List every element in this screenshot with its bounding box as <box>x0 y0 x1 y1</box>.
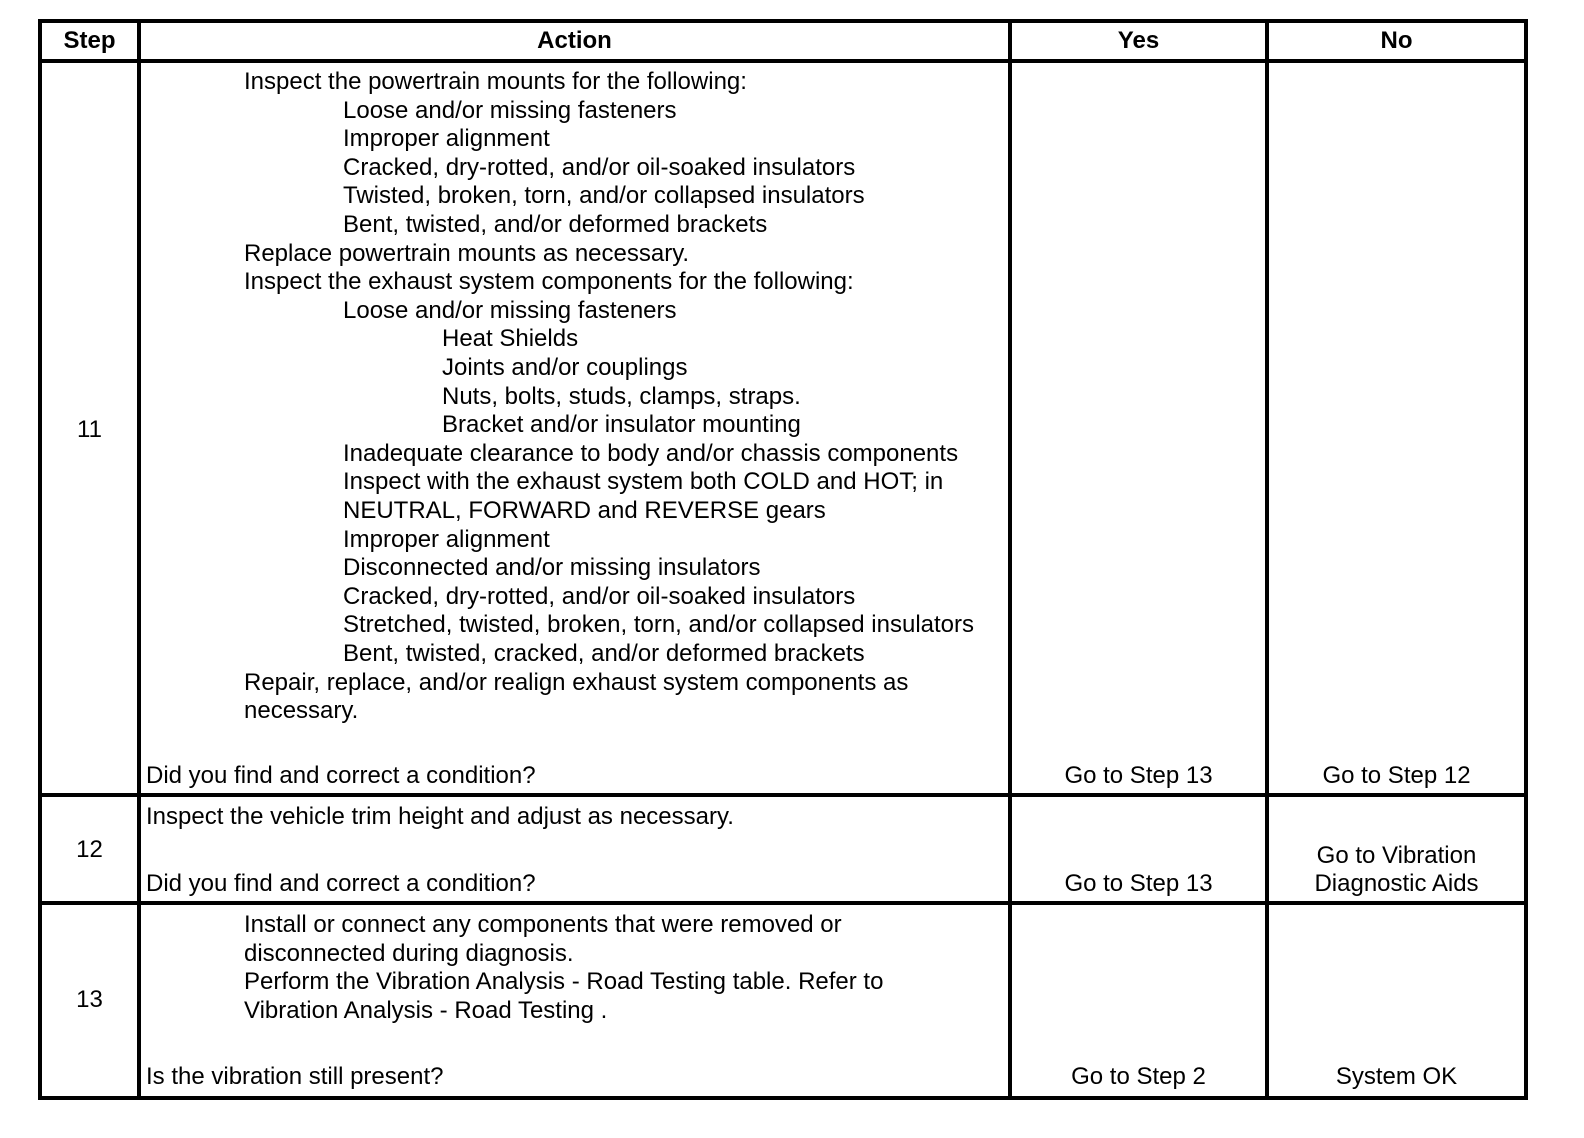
header-action: Action <box>537 27 612 54</box>
action-line: Inadequate clearance to body and/or chassis components <box>343 439 959 467</box>
yes-result: Go to Step 13 <box>1064 870 1213 897</box>
no-result-line: Diagnostic Aids <box>1314 870 1479 897</box>
action-line: Perform the Vibration Analysis - Road Testing table. Refer to <box>244 968 884 996</box>
table-border-right <box>1524 19 1528 1100</box>
action-line: Bent, twisted, and/or deformed brackets <box>343 211 768 238</box>
yes-result: Go to Step 2 <box>1071 1063 1206 1090</box>
header-yes: Yes <box>1117 27 1160 54</box>
action-line: necessary. <box>244 697 359 725</box>
action-line: Replace powertrain mounts as necessary. <box>244 239 690 267</box>
action-line: Inspect the exhaust system components for the following: <box>244 268 854 296</box>
action-line: Loose and/or missing fasteners <box>343 296 677 324</box>
action-line: Cracked, dry-rotted, and/or oil-soaked insulators <box>343 582 856 610</box>
action-line: Nuts, bolts, studs, clamps, straps. <box>442 382 801 410</box>
action-line: Inspect the vehicle trim height and adjust as necessary. <box>146 803 734 830</box>
action-line: Heat Shields <box>442 325 579 353</box>
action-line: Joints and/or couplings <box>442 354 688 381</box>
action-line: disconnected during diagnosis. <box>244 939 574 967</box>
table-border-bottom <box>38 1096 1528 1100</box>
header-no: No <box>1380 27 1413 54</box>
row-divider-12 <box>38 901 1528 905</box>
column-divider-action <box>1008 19 1012 1100</box>
action-line: Cracked, dry-rotted, and/or oil-soaked insulators <box>343 153 856 181</box>
action-line: Inspect the powertrain mounts for the following: <box>244 68 747 95</box>
action-line: Improper alignment <box>343 525 550 553</box>
column-divider-step <box>137 19 141 1100</box>
action-line: Loose and/or missing fasteners <box>343 96 677 124</box>
step-number: 11 <box>77 416 102 443</box>
no-result-line: Go to Vibration <box>1316 842 1477 869</box>
action-line: Install or connect any components that were removed or <box>244 911 842 938</box>
action-line: Twisted, broken, torn, and/or collapsed insulators <box>343 182 865 210</box>
action-line: Stretched, twisted, broken, torn, and/or collapsed insulators <box>343 611 975 639</box>
question-text: Is the vibration still present? <box>146 1063 444 1090</box>
question-text: Did you find and correct a condition? <box>146 762 536 789</box>
action-line: Inspect with the exhaust system both COLD and HOT; in <box>343 468 944 496</box>
action-line: Improper alignment <box>343 125 550 153</box>
no-result: System OK <box>1335 1063 1458 1090</box>
no-result: Go to Step 12 <box>1322 762 1471 789</box>
row-divider-11 <box>38 793 1528 797</box>
action-line: Repair, replace, and/or realign exhaust system components as <box>244 668 909 696</box>
action-line: Disconnected and/or missing insulators <box>343 554 761 582</box>
step-number: 13 <box>76 986 103 1013</box>
action-line: Bent, twisted, cracked, and/or deformed brackets <box>343 640 865 667</box>
action-line: Vibration Analysis - Road Testing . <box>244 996 608 1024</box>
table-border-left <box>38 19 42 1100</box>
question-text: Did you find and correct a condition? <box>146 870 536 897</box>
column-divider-yes <box>1265 19 1269 1100</box>
yes-result: Go to Step 13 <box>1064 762 1213 789</box>
step-number: 12 <box>76 836 103 863</box>
action-line: Bracket and/or insulator mounting <box>442 411 801 439</box>
action-line: NEUTRAL, FORWARD and REVERSE gears <box>343 497 826 524</box>
header-step: Step <box>63 27 116 54</box>
